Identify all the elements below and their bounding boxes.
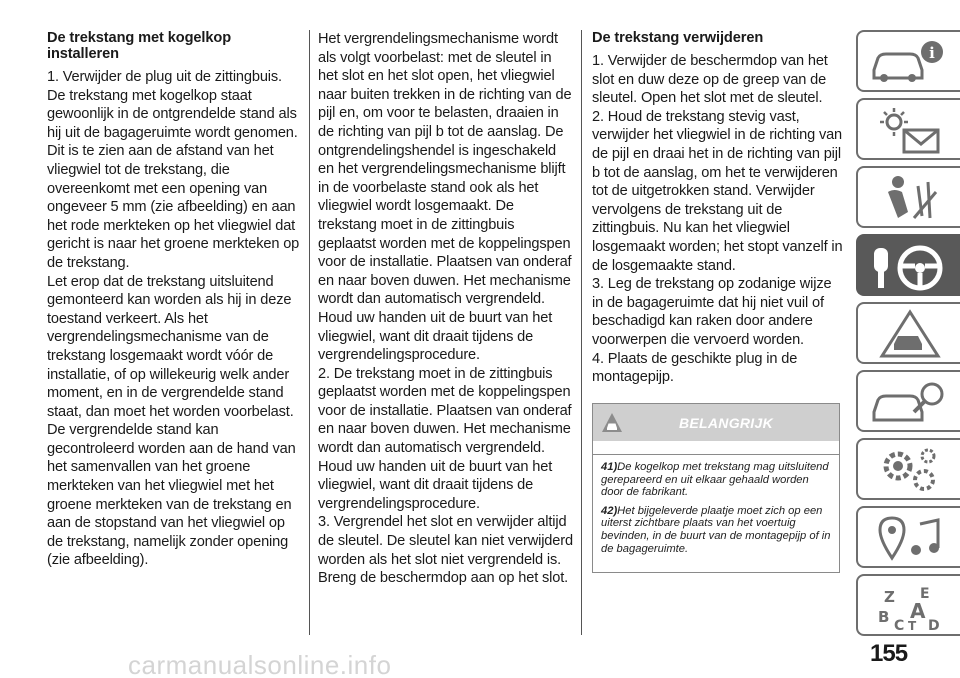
navigation-music-icon [864,512,954,564]
svg-text:T: T [908,619,917,632]
paragraph: 3. Vergrendel het slot en verwijder altijd de sleutel. De sleutel kan niet verwijderd worden als het slot niet vergrendeld is. Breng de beschermdop aan op het slot. [318,514,573,587]
paragraph: Let erop dat de trekstang uitsluitend gemonteerd kan worden als hij in deze toestand verkeert. Als het vergrendelingsmechanisme van de trekstang losgemaakt wordt vóór de installatie, of op willekeurig welk ander moment, en in de vergrendelde stand staat, dan moet het worden voorbelast. De vergrendelde stand kan gecontroleerd worden aan de hand van het samenvallen van het groene merkteken van het vliegwiel met het groene merkteken van de trekstang en aan de stopstand van het vliegwiel op de trekstang, namelijk zonder opening (zie afbeelding). [47,273,296,569]
breakdown-triangle-icon [864,308,954,360]
note-item [601,461,831,499]
right-column [592,30,844,387]
paragraph: 2. De trekstang moet in de zittingbuis geplaatst worden met de koppelingspen voor de installatie. Plaatsen van onderaf en naar boven duwen. Het mechanisme wordt dan automatisch vergrendeld. Houd uw handen uit de buurt van het vliegwiel, want dit draait tijdens de vergrendelingsprocedure. [318,365,572,512]
notice-title: BELANGRIJK [678,415,773,431]
paragraph: 1. Verwijder de plug uit de zittingbuis. De trekstang met kogelkop staat gewoonlijk in de ontgrendelde stand als hij uit de bagageruimte wordt genomen. Dit is te zien aan de afstand van het vliegwiel tot de trekstang, die overeenkomt met een opening van ongeveer 5 mm (zie afbeelding) en aan het rode merkteken op het vliegwiel dat gericht is naar het groene merkteken op de trekstang. [47,69,300,271]
key-steering-wheel-icon [864,240,954,292]
watermark: carmanualsonline.info [128,650,392,678]
gears-settings-icon [864,444,954,496]
note-text: De kogelkop met trekstang mag uitsluitend gerepareerd en uit elkaar gehaald worden door de fabrikant. [601,461,829,499]
tab-dashboard-info[interactable] [856,30,960,92]
alphabet-index-icon [864,580,954,632]
tab-safety[interactable] [856,166,960,228]
car-service-wrench-icon [864,376,954,428]
notice-header [593,404,839,441]
tab-maintenance[interactable] [856,370,960,432]
paragraph: Het vergrendelingsmechanisme wordt als volgt voorbelast: met de sleutel in het slot en het slot open, het vliegwiel naar buiten trekken in de richting van de pijl en, om voor te belasten, draaien in de richting van pijl b tot de aanslag. De ontgrendelingshendel is ingeschakeld en het vergrendelingsmechanisme blijft in de voorbelaste stand ook als het vliegwiel wordt losgemaakt. De trekstang moet in de zittingbuis geplaatst worden met de koppelingspen voor de installatie. Plaatsen van onderaf en naar boven duwen. Het mechanisme wordt dan automatisch vergrendeld. Houd uw handen uit de buurt van het vliegwiel, want dit draait tijdens de vergrendelingsprocedure. [318,31,572,364]
svg-text:E: E [920,586,930,602]
note-text: Het bijgeleverde plaatje moet zich op een uiterst zichtbare plaats van het voertuig bevinden, in de buurt van de montagepijp of in de bagageruimte. [601,504,831,555]
section-heading-remove: De trekstang verwijderen [592,30,764,46]
tab-multimedia[interactable] [856,506,960,568]
car-info-icon [864,36,954,88]
chapter-tabs [856,30,960,642]
note-number: 42) [601,504,618,517]
note-item [601,505,831,555]
note-number: 41) [601,461,618,473]
left-column [47,30,300,570]
svg-text:D: D [928,618,940,632]
svg-text:B: B [878,608,890,626]
middle-column [318,30,575,588]
tab-index[interactable] [856,574,960,636]
paragraph: 2. Houd de trekstang stevig vast, verwijder het vliegwiel in de richting van de pijl en draai het in de richting van pijl b tot de aanslag, om het te verwijderen tot de uitgetrokken stand. Verwijder vervolgens de trekstang uit de zittingbuis. Nu kan het vliegwiel losgemaakt worden; het stopt vanzelf in de losgemaakte stand. [592,108,843,274]
tab-technical-data[interactable] [856,438,960,500]
column-divider [581,30,582,635]
svg-text:Z: Z [884,588,895,606]
tab-emergency[interactable] [856,302,960,364]
paragraph: 1. Verwijder de beschermdop van het slot en duw deze op de greep van de sleutel. Open het slot met de sleutel. [592,53,828,107]
svg-text:C: C [894,618,905,632]
tab-starting-driving[interactable] [856,234,960,296]
svg-text:i: i [929,44,935,62]
svg-text:A: A [910,599,926,623]
column-divider [309,30,310,635]
page-number: 155 [870,640,908,667]
warning-lights-mail-icon [864,104,954,156]
important-notice-box [592,403,840,573]
tab-warning-lights[interactable] [856,98,960,160]
paragraph: 3. Leg de trekstang op zodanige wijze in de bagageruimte dat hij niet vuil of beschadigd kan raken door andere voorwerpen die vervoerd worden. [592,276,832,348]
seat-airbag-icon [864,172,954,224]
paragraph: 4. Plaats de geschikte plug in de montagepijp. [592,350,798,386]
section-heading-install: De trekstang met kogelkop installeren [47,30,232,62]
notice-body [593,455,839,555]
